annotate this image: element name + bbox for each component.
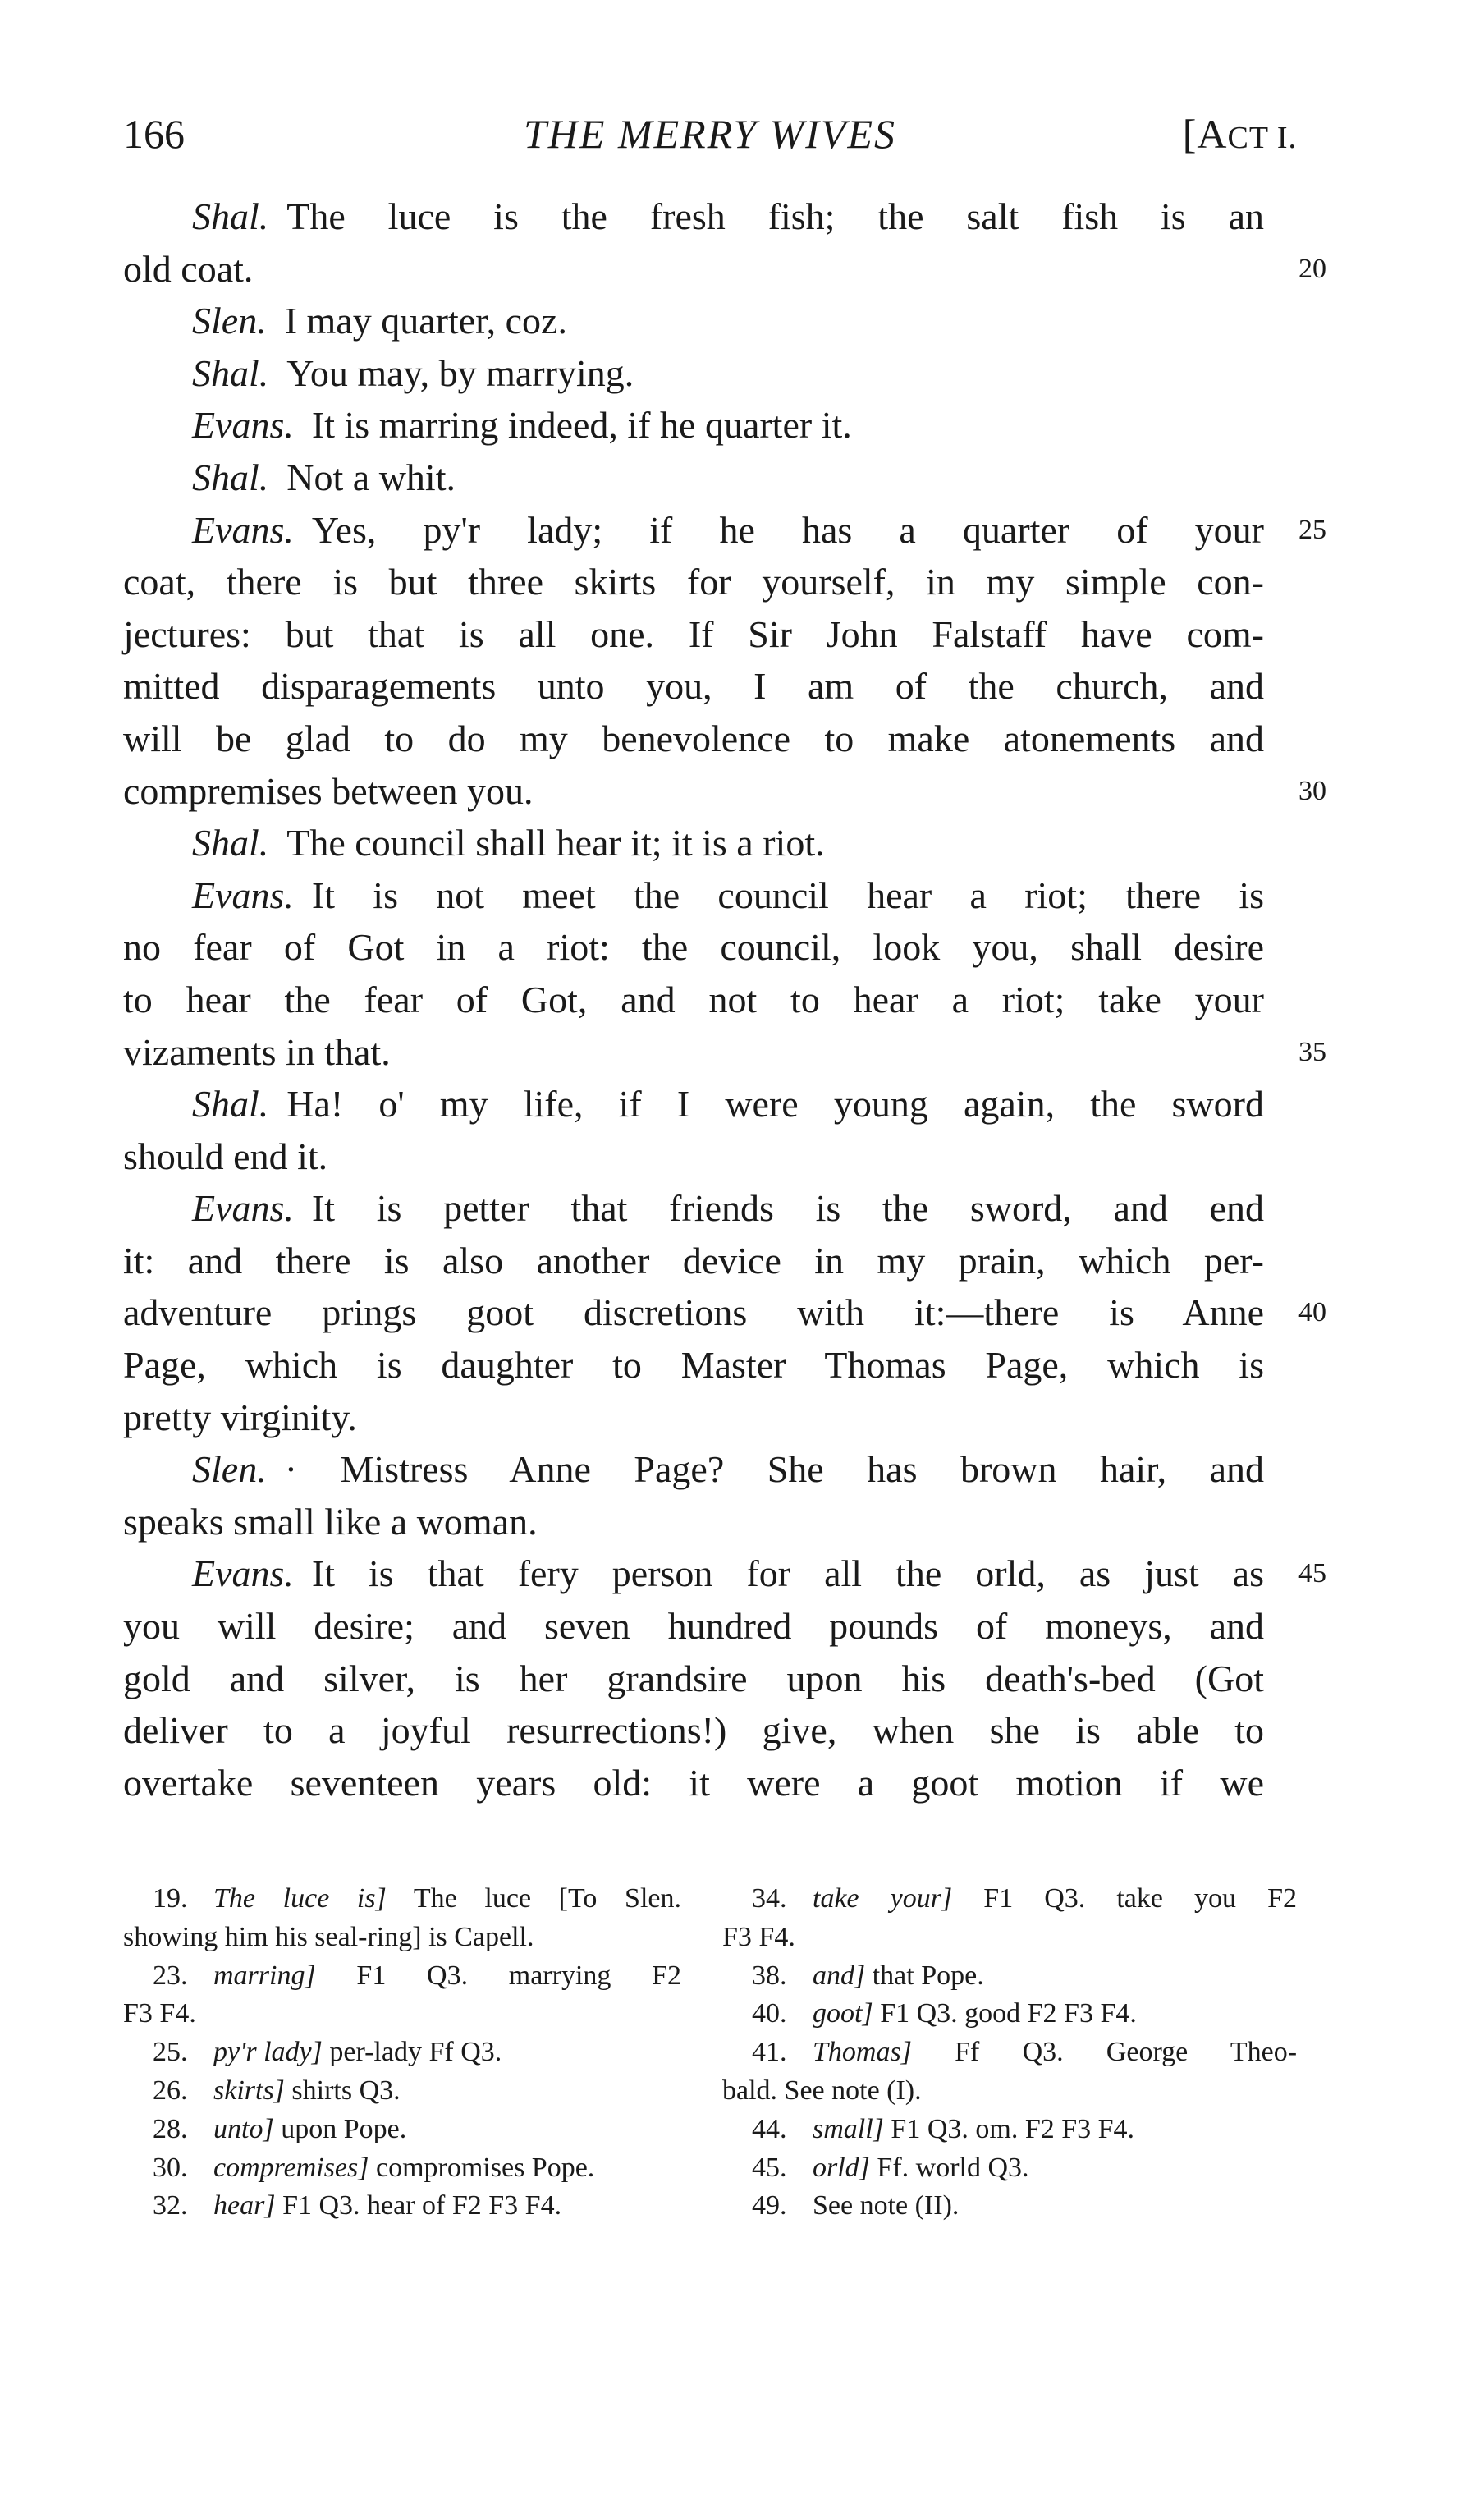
line-text: vizaments in that. — [123, 1030, 391, 1073]
footnote-number: 44. — [752, 2113, 787, 2144]
line-number: 20 — [1298, 253, 1326, 284]
speaker-name: Shal. — [192, 456, 269, 498]
footnote-text: Ff Q3. George Theo- — [955, 2037, 1298, 2068]
footnote-number: 30. — [153, 2152, 188, 2183]
footnote-number: 49. — [752, 2190, 787, 2221]
line-text: Ha! o' my life, if I were young again, the sword — [286, 1083, 1264, 1126]
line-text: to hear the fear of Got, and not to hear a riot; take your — [123, 978, 1264, 1020]
footnote-line — [123, 2149, 681, 2188]
text-line — [123, 1286, 1326, 1339]
act-bracket: [A — [1182, 111, 1228, 157]
line-number: 35 — [1298, 1036, 1326, 1067]
speaker-name: Slen. — [192, 300, 267, 342]
footnote-line — [123, 1957, 681, 1996]
footnote-line — [123, 1880, 681, 1919]
footnote-line — [123, 1919, 681, 1957]
footnote-line — [722, 1957, 1297, 1996]
footnote-number: 28. — [153, 2113, 188, 2144]
line-number: 25 — [1298, 514, 1326, 545]
text-line — [123, 1392, 1264, 1444]
footnote-lemma: and] — [813, 1960, 866, 1991]
footnote-number: 40. — [752, 1998, 787, 2029]
line-text: The council shall hear it; it is a riot. — [286, 822, 825, 864]
footnote-number: 41. — [752, 2037, 787, 2068]
line-text: You may, by marrying. — [286, 351, 634, 394]
line-text: Not a whit. — [286, 456, 456, 498]
text-line — [123, 1496, 1264, 1548]
line-text: should end it. — [123, 1135, 328, 1177]
running-title: THE MERRY WIVES — [523, 111, 897, 157]
footnote-lemma: marring] — [213, 1960, 316, 1991]
footnote-text: bald. See note (I). — [722, 2075, 922, 2106]
line-text: Page, which is daughter to Master Thomas Page, which is — [123, 1344, 1264, 1387]
footnote-text: F3 F4. — [722, 1921, 795, 1952]
footnote-lemma: small] — [813, 2113, 884, 2144]
line-number: 45 — [1298, 1558, 1326, 1589]
footnote-line — [722, 2187, 1297, 2226]
footnote-lemma: py'r lady] — [213, 2037, 323, 2068]
line-text: It is petter that friends is the sword, and end — [311, 1187, 1264, 1230]
footnote-lemma: orld] — [813, 2152, 870, 2183]
speaker-name: Evans. — [192, 1552, 294, 1595]
footnote-number: 32. — [153, 2190, 188, 2221]
footnote-text: per-lady Ff Q3. — [329, 2037, 502, 2068]
act-marker — [1183, 105, 1297, 167]
footnote-text: F1 Q3. take you F2 — [983, 1883, 1298, 1914]
footnote-number: 34. — [752, 1883, 787, 1914]
line-text: · Mistress Anne Page? She has brown hair, and — [284, 1448, 1264, 1491]
footnote-line — [123, 2033, 681, 2072]
footnote-line — [722, 2072, 1297, 2111]
footnote-lemma: compremises] — [213, 2152, 369, 2183]
text-line — [123, 817, 1264, 869]
footnote-text: The luce [To Slen. — [413, 1883, 681, 1914]
text-line — [123, 556, 1264, 608]
text-line — [123, 1339, 1264, 1392]
line-text: I may quarter, coz. — [284, 300, 567, 342]
line-text: mitted disparagements unto you, I am of the church, and — [123, 665, 1264, 708]
footnote-lemma: Thomas] — [813, 2037, 912, 2068]
line-text: overtake seventeen years old: it were a goot motion if we — [123, 1761, 1264, 1804]
text-line — [123, 1757, 1264, 1809]
line-text: gold and silver, is her grandsire upon his death's-bed (Got — [123, 1657, 1264, 1699]
act-rest: CT I. — [1227, 121, 1297, 155]
speaker-name: Evans. — [192, 873, 294, 916]
footnote-line — [722, 2149, 1297, 2188]
line-text: it: and there is also another device in my prain, which per- — [123, 1239, 1264, 1282]
line-text: will be glad to do my benevolence to make atonements and — [123, 717, 1264, 759]
footnote-lemma: goot] — [813, 1998, 873, 2029]
text-line — [123, 452, 1264, 504]
text-line — [123, 608, 1264, 661]
line-text: It is marring indeed, if he quarter it. — [311, 404, 852, 447]
footnote-text: F1 Q3. good F2 F3 F4. — [880, 1998, 1137, 2029]
line-text: The luce is the fresh fish; the salt fish is an — [286, 195, 1264, 237]
footnote-number: 45. — [752, 2152, 787, 2183]
footnotes-left-column — [123, 1880, 681, 2226]
footnote-line — [123, 2111, 681, 2149]
text-line — [123, 1443, 1264, 1496]
footnote-number: 38. — [752, 1960, 787, 1991]
footnote-number: 25. — [153, 2037, 188, 2068]
text-line — [123, 765, 1326, 818]
footnote-lemma: skirts] — [213, 2075, 285, 2106]
line-text: Yes, py'r lady; if he has a quarter of your — [311, 508, 1264, 551]
dialogue-text — [123, 190, 1326, 1809]
speaker-name: Shal. — [192, 1083, 269, 1126]
footnote-text: F1 Q3. marrying F2 — [356, 1960, 682, 1991]
speaker-name: Evans. — [192, 508, 294, 551]
footnote-text: Ff. world Q3. — [877, 2152, 1029, 2183]
line-text: old coat. — [123, 247, 254, 290]
text-line — [123, 347, 1264, 400]
line-number: 40 — [1298, 1297, 1326, 1328]
text-line — [123, 1026, 1326, 1079]
speaker-name: Shal. — [192, 195, 269, 237]
running-header — [123, 105, 1297, 163]
text-line — [123, 295, 1264, 347]
footnote-text: compromises Pope. — [376, 2152, 595, 2183]
text-line — [123, 1182, 1264, 1235]
speaker-name: Evans. — [192, 1187, 294, 1230]
line-text: coat, there is but three skirts for yourself, in my simple con- — [123, 561, 1264, 603]
text-line — [123, 1653, 1264, 1705]
footnotes — [123, 1880, 1305, 2274]
footnote-text: that Pope. — [872, 1960, 984, 1991]
line-text: you will desire; and seven hundred pounds of moneys, and — [123, 1605, 1264, 1648]
line-text: pretty virginity. — [123, 1396, 357, 1438]
footnote-line — [123, 2187, 681, 2226]
line-text: jectures: but that is all one. If Sir John Falstaff have com- — [123, 612, 1264, 655]
footnote-text: F1 Q3. om. F2 F3 F4. — [891, 2113, 1135, 2144]
text-line — [123, 243, 1326, 296]
line-text: deliver to a joyful resurrections!) give, when she is able to — [123, 1709, 1264, 1752]
text-line — [123, 1600, 1264, 1653]
footnote-lemma: take your] — [813, 1883, 953, 1914]
line-text: no fear of Got in a riot: the council, look you, shall desire — [123, 926, 1264, 969]
page-number: 166 — [123, 111, 185, 157]
footnote-text: shirts Q3. — [291, 2075, 401, 2106]
footnote-number: 23. — [153, 1960, 188, 1991]
line-text: It is not meet the council hear a riot; there is — [311, 873, 1264, 916]
text-line — [123, 713, 1264, 765]
speaker-name: Evans. — [192, 404, 294, 447]
text-line — [123, 869, 1264, 922]
footnote-text: See note (II). — [813, 2190, 960, 2221]
speaker-name: Slen. — [192, 1448, 267, 1491]
footnote-line — [123, 2072, 681, 2111]
speaker-name: Shal. — [192, 822, 269, 864]
text-line — [123, 1130, 1264, 1183]
footnote-lemma: unto] — [213, 2113, 274, 2144]
footnote-line — [123, 1995, 681, 2033]
footnote-lemma: The luce is] — [213, 1883, 387, 1914]
footnote-text: F1 Q3. hear of F2 F3 F4. — [282, 2190, 562, 2221]
footnote-line — [722, 1880, 1297, 1919]
text-line — [123, 1704, 1264, 1757]
line-text: speaks small like a woman. — [123, 1500, 538, 1543]
footnote-text: F3 F4. — [123, 1998, 196, 2029]
footnote-line — [722, 2033, 1297, 2072]
line-number: 30 — [1298, 775, 1326, 806]
footnote-lemma: hear] — [213, 2190, 276, 2221]
text-line — [123, 504, 1326, 557]
footnote-line — [722, 1919, 1297, 1957]
speaker-name: Shal. — [192, 351, 269, 394]
text-line — [123, 1235, 1264, 1287]
footnote-number: 26. — [153, 2075, 188, 2106]
line-text: compremises between you. — [123, 769, 534, 812]
footnote-number: 19. — [153, 1883, 188, 1914]
text-line — [123, 399, 1264, 452]
footnote-text: showing him his seal-ring] is Capell. — [123, 1921, 534, 1952]
text-line — [123, 190, 1264, 243]
footnote-text: upon Pope. — [281, 2113, 407, 2144]
text-line — [123, 660, 1264, 713]
line-text: adventure prings goot discretions with it:—there is Anne — [123, 1291, 1264, 1334]
text-line — [123, 1078, 1264, 1130]
line-text: It is that fery person for all the orld, as just as — [311, 1552, 1264, 1595]
footnotes-right-column — [722, 1880, 1297, 2226]
text-line — [123, 921, 1264, 974]
footnote-line — [722, 2111, 1297, 2149]
text-line — [123, 1547, 1326, 1600]
footnote-line — [722, 1995, 1297, 2033]
text-line — [123, 974, 1264, 1026]
